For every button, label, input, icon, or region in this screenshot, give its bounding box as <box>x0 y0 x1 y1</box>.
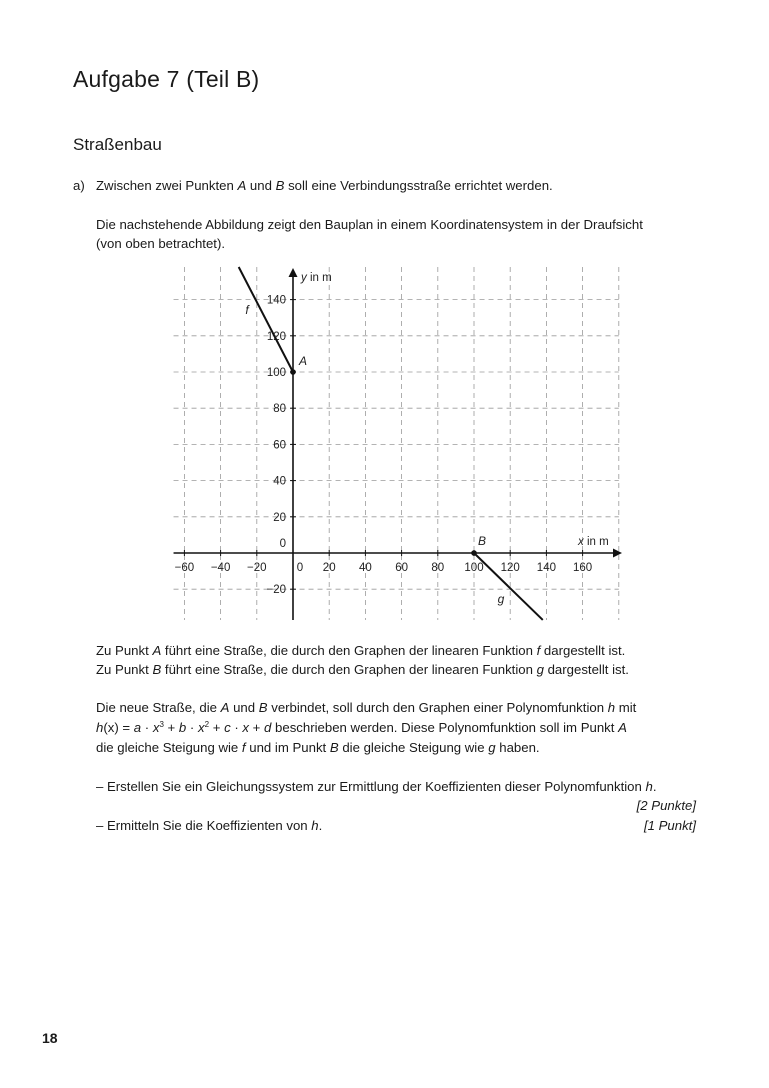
task-2-text: – Ermitteln Sie die Koeffizienten von h. <box>96 818 323 833</box>
y-axis-label: y in m <box>301 272 332 284</box>
x-tick-label: −20 <box>247 562 267 574</box>
task-1-text: – Erstellen Sie ein Gleichungssystem zur Ermittlung der Koeffizienten dieser Polynomfunktion h. <box>96 779 657 794</box>
y-tick-label: 20 <box>273 511 286 524</box>
y-tick-label: 100 <box>266 367 286 379</box>
x-tick-label: 160 <box>573 562 593 574</box>
task-2-points: [1 Punkt] <box>643 818 696 833</box>
y-tick-label: 40 <box>273 475 286 488</box>
y-tick-label: −20 <box>266 584 286 597</box>
graph-g-label: g <box>497 592 505 606</box>
polynomial-equation-line: $h(x) = a \cdot x^3 + b \cdot x^2 + c \cdot x + d$ beschrieben werden. Diese Polynomfunktion soll im Punkt A <box>96 720 627 735</box>
task-title: Aufgabe 7 (Teil B) <box>73 66 260 92</box>
task-1-points: [2 Punkte] <box>636 798 696 813</box>
polynomial-text-line1: Die neue Straße, die A und B verbindet, soll durch den Graphen einer Polynomfunktion h mit <box>96 700 637 715</box>
page-number: 18 <box>42 1030 58 1046</box>
y-axis-arrow <box>289 268 298 277</box>
figure-text-line2: (von oben betrachtet). <box>96 236 226 251</box>
part-label: a) <box>73 178 85 193</box>
x-tick-label: 0 <box>296 562 304 574</box>
x-axis-label: x in m <box>578 536 609 548</box>
y-tick-label: 120 <box>266 330 286 343</box>
road-f-text: Zu Punkt A führt eine Straße, die durch den Graphen der linearen Funktion f dargestellt ist. <box>96 643 626 658</box>
x-tick-label: 100 <box>464 562 484 574</box>
point-B <box>471 550 477 556</box>
section-title: Straßenbau <box>73 135 162 154</box>
x-tick-label: 80 <box>431 562 445 574</box>
point-A <box>290 369 296 375</box>
x-tick-label: −60 <box>174 562 195 574</box>
road-g-text: Zu Punkt B führt eine Straße, die durch den Graphen der linearen Funktion g dargestellt ist. <box>96 662 629 677</box>
point-A-label: A <box>299 354 308 368</box>
coordinate-chart <box>160 260 630 630</box>
y-tick-label: 140 <box>266 294 286 307</box>
y-tick-label: 80 <box>273 403 286 416</box>
figure-text-line1: Die nachstehende Abbildung zeigt den Bauplan in einem Koordinatensystem in der Draufsicht <box>96 217 643 232</box>
graph-f-label: f <box>245 303 249 317</box>
x-tick-label: 40 <box>359 562 372 574</box>
point-B-label: B <box>478 534 487 548</box>
x-tick-label: 120 <box>500 562 520 574</box>
x-tick-label: −40 <box>210 562 231 574</box>
x-tick-label: 20 <box>322 562 336 574</box>
y-tick-label: 0 <box>279 538 286 550</box>
graph-f <box>239 267 293 372</box>
x-tick-label: 60 <box>395 562 408 574</box>
intro-text: Zwischen zwei Punkten A und B soll eine Verbindungsstraße errichtet werden. <box>96 178 553 193</box>
x-axis-arrow <box>613 549 622 558</box>
y-tick-label: 60 <box>273 439 286 452</box>
x-tick-label: 140 <box>536 562 556 574</box>
polynomial-text-line3: die gleiche Steigung wie f und im Punkt B die gleiche Steigung wie g haben. <box>96 740 540 755</box>
